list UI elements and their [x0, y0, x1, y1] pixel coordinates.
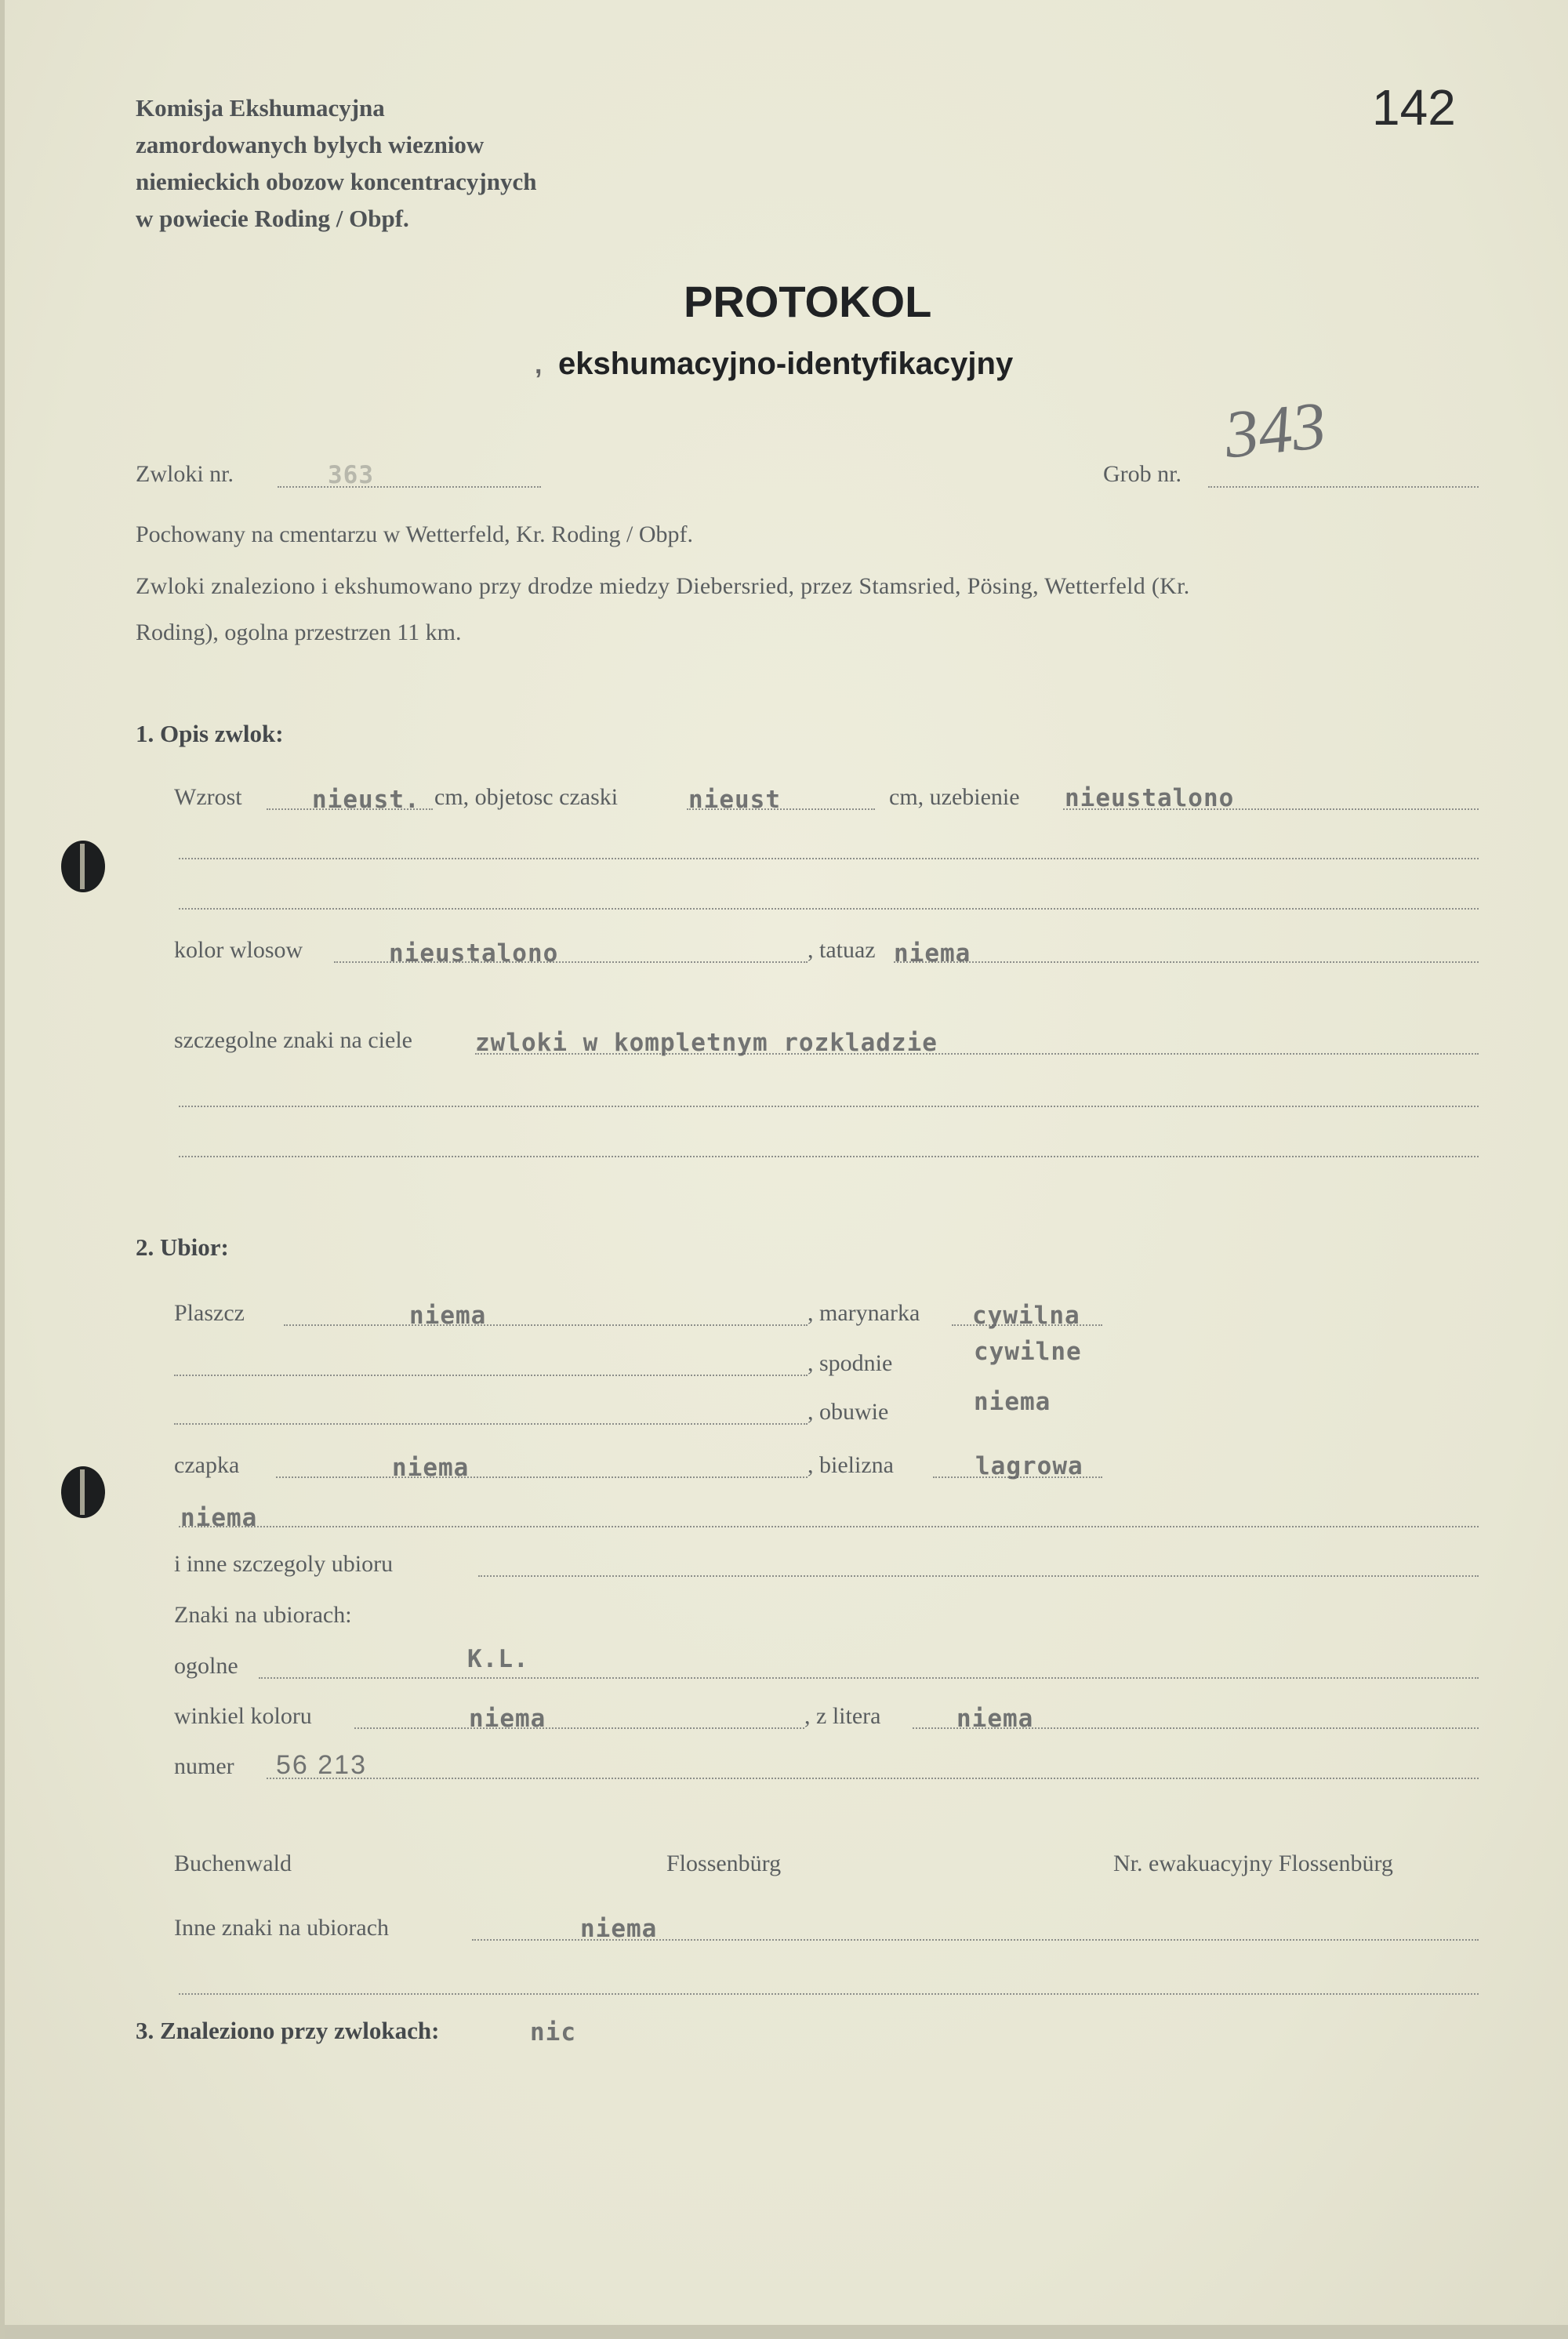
ogolne-value: K.L.	[467, 1645, 529, 1673]
marynarka-label: , marynarka	[808, 1300, 920, 1326]
org-line-1: Komisja Ekshumacyjna	[136, 94, 385, 122]
litera-label: , z litera	[804, 1703, 881, 1729]
org-line-3: niemieckich obozow koncentracyjnych	[136, 168, 537, 195]
winkiel-value: niema	[469, 1705, 546, 1733]
org-line-2: zamordowanych bylych wiezniow	[136, 131, 485, 158]
blank-line	[179, 858, 1479, 859]
czapka-dotline	[276, 1476, 808, 1478]
wzrost-label: Wzrost	[174, 784, 242, 810]
blank-line	[179, 908, 1479, 910]
czaszka-value: nieust	[688, 786, 781, 814]
org-line-4: w powiecie Roding / Obpf.	[136, 205, 409, 232]
blank-line	[179, 1156, 1479, 1157]
intro-line-3: Roding), ogolna przestrzen 11 km.	[136, 619, 462, 645]
inne-znaki-value: niema	[580, 1915, 658, 1943]
plaszcz-value: niema	[409, 1302, 487, 1330]
section-1-heading: 1. Opis zwlok:	[136, 720, 284, 747]
intro-line-2: Zwloki znaleziono i ekshumowano przy drodze miedzy Diebersried, przez Stamsried, Pösing, Wetterfeld (Kr.	[136, 573, 1190, 599]
zwloki-label: Zwloki nr.	[136, 461, 234, 487]
ogolne-label: ogolne	[174, 1653, 238, 1679]
inne-szczegoly-dotline	[478, 1575, 1479, 1577]
spodnie-value: cywilne	[974, 1338, 1082, 1366]
intro-line-1: Pochowany na cmentarzu w Wetterfeld, Kr. Roding / Obpf.	[136, 521, 694, 547]
blank-line	[179, 1526, 1479, 1527]
blank-line	[179, 1993, 1479, 1995]
inne-szczegoly-label: i inne szczegoly ubioru	[174, 1551, 394, 1577]
obuwie-label: , obuwie	[808, 1399, 889, 1425]
grob-value: 343	[1221, 387, 1330, 473]
zwloki-value: 363	[328, 461, 374, 489]
numer-value: 56 213	[276, 1750, 367, 1780]
extra-value: niema	[180, 1504, 258, 1532]
document-title: PROTOKOL	[684, 277, 932, 326]
numer-label: numer	[174, 1753, 234, 1779]
uzebienie-value: nieustalono	[1065, 784, 1235, 812]
uzebienie-label: cm, uzebienie	[889, 784, 1020, 810]
plaszcz-dotline	[284, 1324, 808, 1326]
flossenburg-label: Flossenbürg	[666, 1850, 782, 1876]
ogolne-dotline	[259, 1677, 1479, 1679]
spodnie-left-dotline	[174, 1375, 808, 1376]
marynarka-value: cywilna	[972, 1302, 1080, 1330]
winkiel-label: winkiel koloru	[174, 1703, 312, 1729]
litera-value: niema	[956, 1705, 1034, 1733]
plaszcz-label: Plaszcz	[174, 1300, 245, 1326]
page-number: 142	[1372, 79, 1456, 136]
tatuaz-label: , tatuaz	[808, 937, 876, 963]
section-3-value: nic	[530, 2018, 576, 2047]
wzrost-value: nieust.	[312, 786, 420, 814]
objetosc-label: cm, objetosc czaski	[434, 784, 619, 810]
numer-dotline	[267, 1778, 1479, 1779]
winkiel-dotline	[354, 1727, 804, 1729]
znaki-label: szczegolne znaki na ciele	[174, 1027, 412, 1053]
grob-label: Grob nr.	[1103, 461, 1181, 487]
punch-hole-top	[61, 841, 105, 892]
obuwie-left-dotline	[174, 1423, 808, 1425]
zwloki-dotline	[278, 486, 541, 488]
blank-line	[179, 1106, 1479, 1107]
znaki-value: zwloki w kompletnym rozkladzie	[475, 1029, 938, 1057]
page-bottom-edge	[5, 2325, 1568, 2339]
bielizna-value: lagrowa	[975, 1452, 1083, 1480]
subtitle-comma: ,	[535, 350, 543, 380]
section-2-heading: 2. Ubior:	[136, 1233, 229, 1261]
obuwie-value: niema	[974, 1388, 1051, 1416]
tatuaz-value: niema	[894, 939, 971, 968]
czapka-value: niema	[392, 1454, 470, 1482]
bielizna-label: , bielizna	[808, 1452, 894, 1478]
kolor-wlosow-value: nieustalono	[389, 939, 559, 968]
grob-dotline	[1208, 486, 1479, 488]
inne-znaki-label: Inne znaki na ubiorach	[174, 1915, 390, 1941]
buchenwald-label: Buchenwald	[174, 1850, 292, 1876]
czapka-label: czapka	[174, 1452, 240, 1478]
tatuaz-dotline	[894, 961, 1479, 963]
nr-ewakuacyjny-label: Nr. ewakuacyjny Flossenbürg	[1113, 1850, 1393, 1876]
znaki-ubiorach-label: Znaki na ubiorach:	[174, 1602, 352, 1628]
section-3-heading: 3. Znaleziono przy zwlokach:	[136, 2017, 440, 2044]
document-subtitle: ekshumacyjno-identyfikacyjny	[558, 347, 1014, 381]
kolor-wlosow-label: kolor wlosow	[174, 937, 303, 963]
spodnie-label: , spodnie	[808, 1350, 893, 1376]
punch-hole-bottom	[61, 1466, 105, 1518]
